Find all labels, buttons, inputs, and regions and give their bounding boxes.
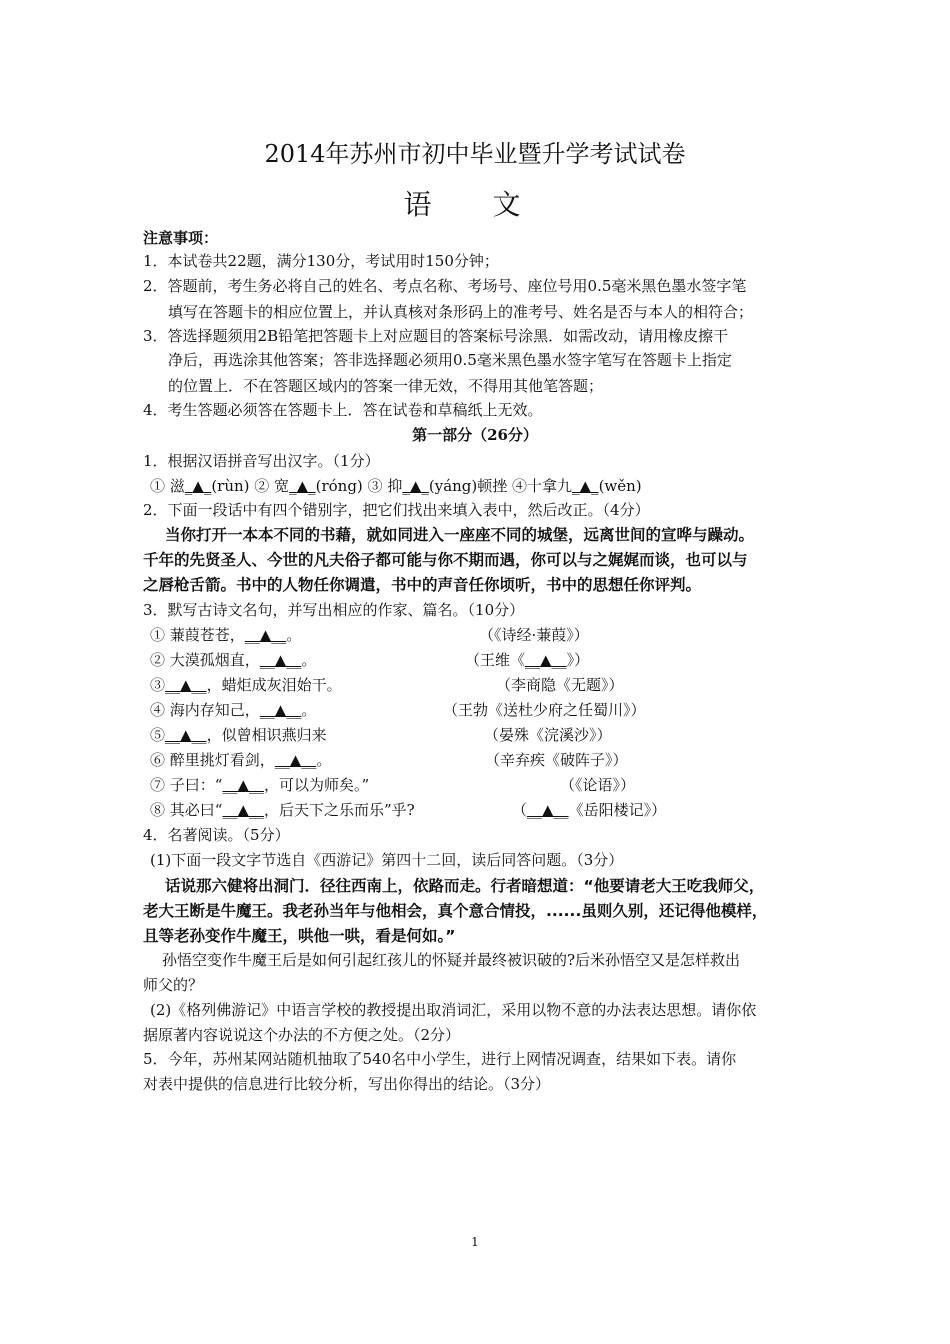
q5-stem: 5．今年，苏州某网站随机抽取了540名中小学生，进行上网情况调查，结果如下表。请你 [143,1050,737,1068]
q3-source: （晏殊《浣溪沙》） [484,726,612,744]
notice-line: 填写在答题卡的相应位置上，并认真核对条形码上的准考号、姓名是否与本人的相符合； [168,303,754,321]
notice-line: 4．考生答题必须答在答题卡上．答在试卷和草稿纸上无效。 [143,401,543,419]
notice-line: 2．答题前，考生务必将自己的姓名、考点名称、考场号、座位号用0.5毫米黑色墨水签字笔 [143,277,747,295]
notice-line: 1．本试卷共22题，满分130分，考试用时150分钟； [143,252,499,270]
q5-stem: 对表中提供的信息进行比较分析，写出你得出的结论。（3分） [143,1075,551,1093]
q3-line: ⑥ 醉里挑灯看剑，__▲__。 [150,751,332,769]
q4-passage-line: 老大王断是牛魔王。我老孙当年与他相会，真个意合情投，......虽则久别，还记得他模样， [143,902,768,920]
answer-blank: __▲__ [259,701,302,719]
part-one-heading: 第一部分（26分） [412,426,538,444]
q3-line: ① 蒹葭苍苍，__▲__。 [150,626,302,644]
q3-line: ② 大漠孤烟直，__▲__。 [150,651,317,669]
q2-passage-line: 当你打开一本本不同的书藉，就如同进入一座座不同的城堡，远离世间的宣哗与躁动。 [165,526,755,544]
answer-blank: __▲__ [222,801,264,819]
answer-blank: _▲_ [402,477,429,495]
q3-line: ⑤__▲__，似曾相识燕归来 [150,726,327,744]
q4-question: 师父的？ [143,976,204,994]
answer-blank: __▲__ [165,726,207,744]
q3-line: ⑦ 子曰：“__▲__，可以为师矣。” [150,776,370,794]
q1-item-c: (róng) ③ 抑 [315,477,403,495]
q4-sub1: (1)下面一段文字节选自《西游记》第四十二回，读后同答问题。（3分） [150,851,624,869]
notice-line: 3．答选择题须用2B铅笔把答题卡上对应题目的答案标号涂黑．如需改动，请用橡皮擦干 [143,327,729,345]
q4-passage-line: 话说那六健将出洞门．径往西南上，依路而走。行者暗想道：“他要请老大王吃我师父， [165,877,765,895]
exam-title: 2014年苏州市初中毕业暨升学考试试卷 [264,140,686,168]
answer-blank: _▲_ [289,477,316,495]
notice-line: 净后，再选涂其他答案；答非选择题必须用0.5毫米黑色墨水签字笔写在答题卡上指定 [168,351,732,369]
q3-source: （辛弃疾《破阵子》） [485,751,628,769]
answer-blank: __▲__ [259,651,302,669]
q4-sub2: 据原著内容说说这个办法的不方便之处。（2分） [143,1026,461,1044]
q1-item-b: (rùn) ② 宽 [211,477,290,495]
q3-stem: 3．默写古诗文名句，并写出相应的作家、篇名。（10分） [143,601,525,619]
answer-blank: _▲_ [572,477,599,495]
q1-items [150,476,642,496]
q4-question: 孙悟空变作牛魔王后是如何引起红孩儿的怀疑并最终被识破的?后米孙悟空又是怎样救出 [162,951,741,969]
q3-line: ④ 海内存知己，__▲__。 [150,701,317,719]
notice-line: 的位置上．不在答题区域内的答案一律无效，不得用其他笔答题； [168,377,604,395]
answer-blank: __▲__ [244,626,287,644]
q2-passage-line: 之唇枪舌箭。书中的人物任你调遣，书中的声音任你顷听，书中的思想任你评判。 [143,576,702,594]
q3-source: （《论语》） [560,776,636,794]
q4-sub2: (2)《格列佛游记》中语言学校的教授提出取消词汇，采用以物不意的办法表达思想。请你依 [150,1001,757,1019]
q1-item-end: (wěn) [598,477,642,495]
q1-item-a: ① 滋 [150,477,185,495]
answer-blank: __▲__ [222,776,264,794]
q3-line: ③__▲__，蜡炬成灰泪始干。 [150,676,342,694]
notice-heading: 注意事项： [143,229,219,247]
q3-source: （王勃《送杜少府之任蜀川》） [443,701,646,719]
answer-blank: __▲__ [527,801,569,819]
subject-title: 语 文 [403,188,547,221]
q3-source: （李商隐《无题》） [496,676,624,694]
q3-source: （王维《__▲__》） [465,651,590,669]
q1-item-d: (yáng)顿挫 ④十拿九 [428,477,573,495]
answer-blank: __▲__ [525,651,567,669]
q3-source: （__▲__《岳阳楼记》） [512,801,667,819]
q2-stem: 2．下面一段话中有四个错别字，把它们找出来填入表中，然后改正。（4分） [143,501,650,519]
q4-stem: 4．名著阅读。（5分） [143,826,290,844]
q3-line: ⑧ 其必曰“__▲__，后天下之乐而乐”乎? [150,801,415,819]
page-number: 1 [471,1235,479,1249]
answer-blank: __▲__ [274,751,317,769]
answer-blank: _▲_ [184,477,212,495]
q4-passage-line: 且等老孙变作牛魔王，哄他一哄，看是何如。” [143,927,456,945]
answer-blank: __▲__ [165,676,207,694]
q1-stem: 1．根据汉语拼音写出汉字。（1分） [143,452,380,470]
q2-passage-line: 千年的先贤圣人、今世的凡夫俗子都可能与你不期而遇，你可以与之娓娓而谈，也可以与 [143,551,748,569]
q3-source: （《诗经·蒹葭》） [479,626,589,644]
